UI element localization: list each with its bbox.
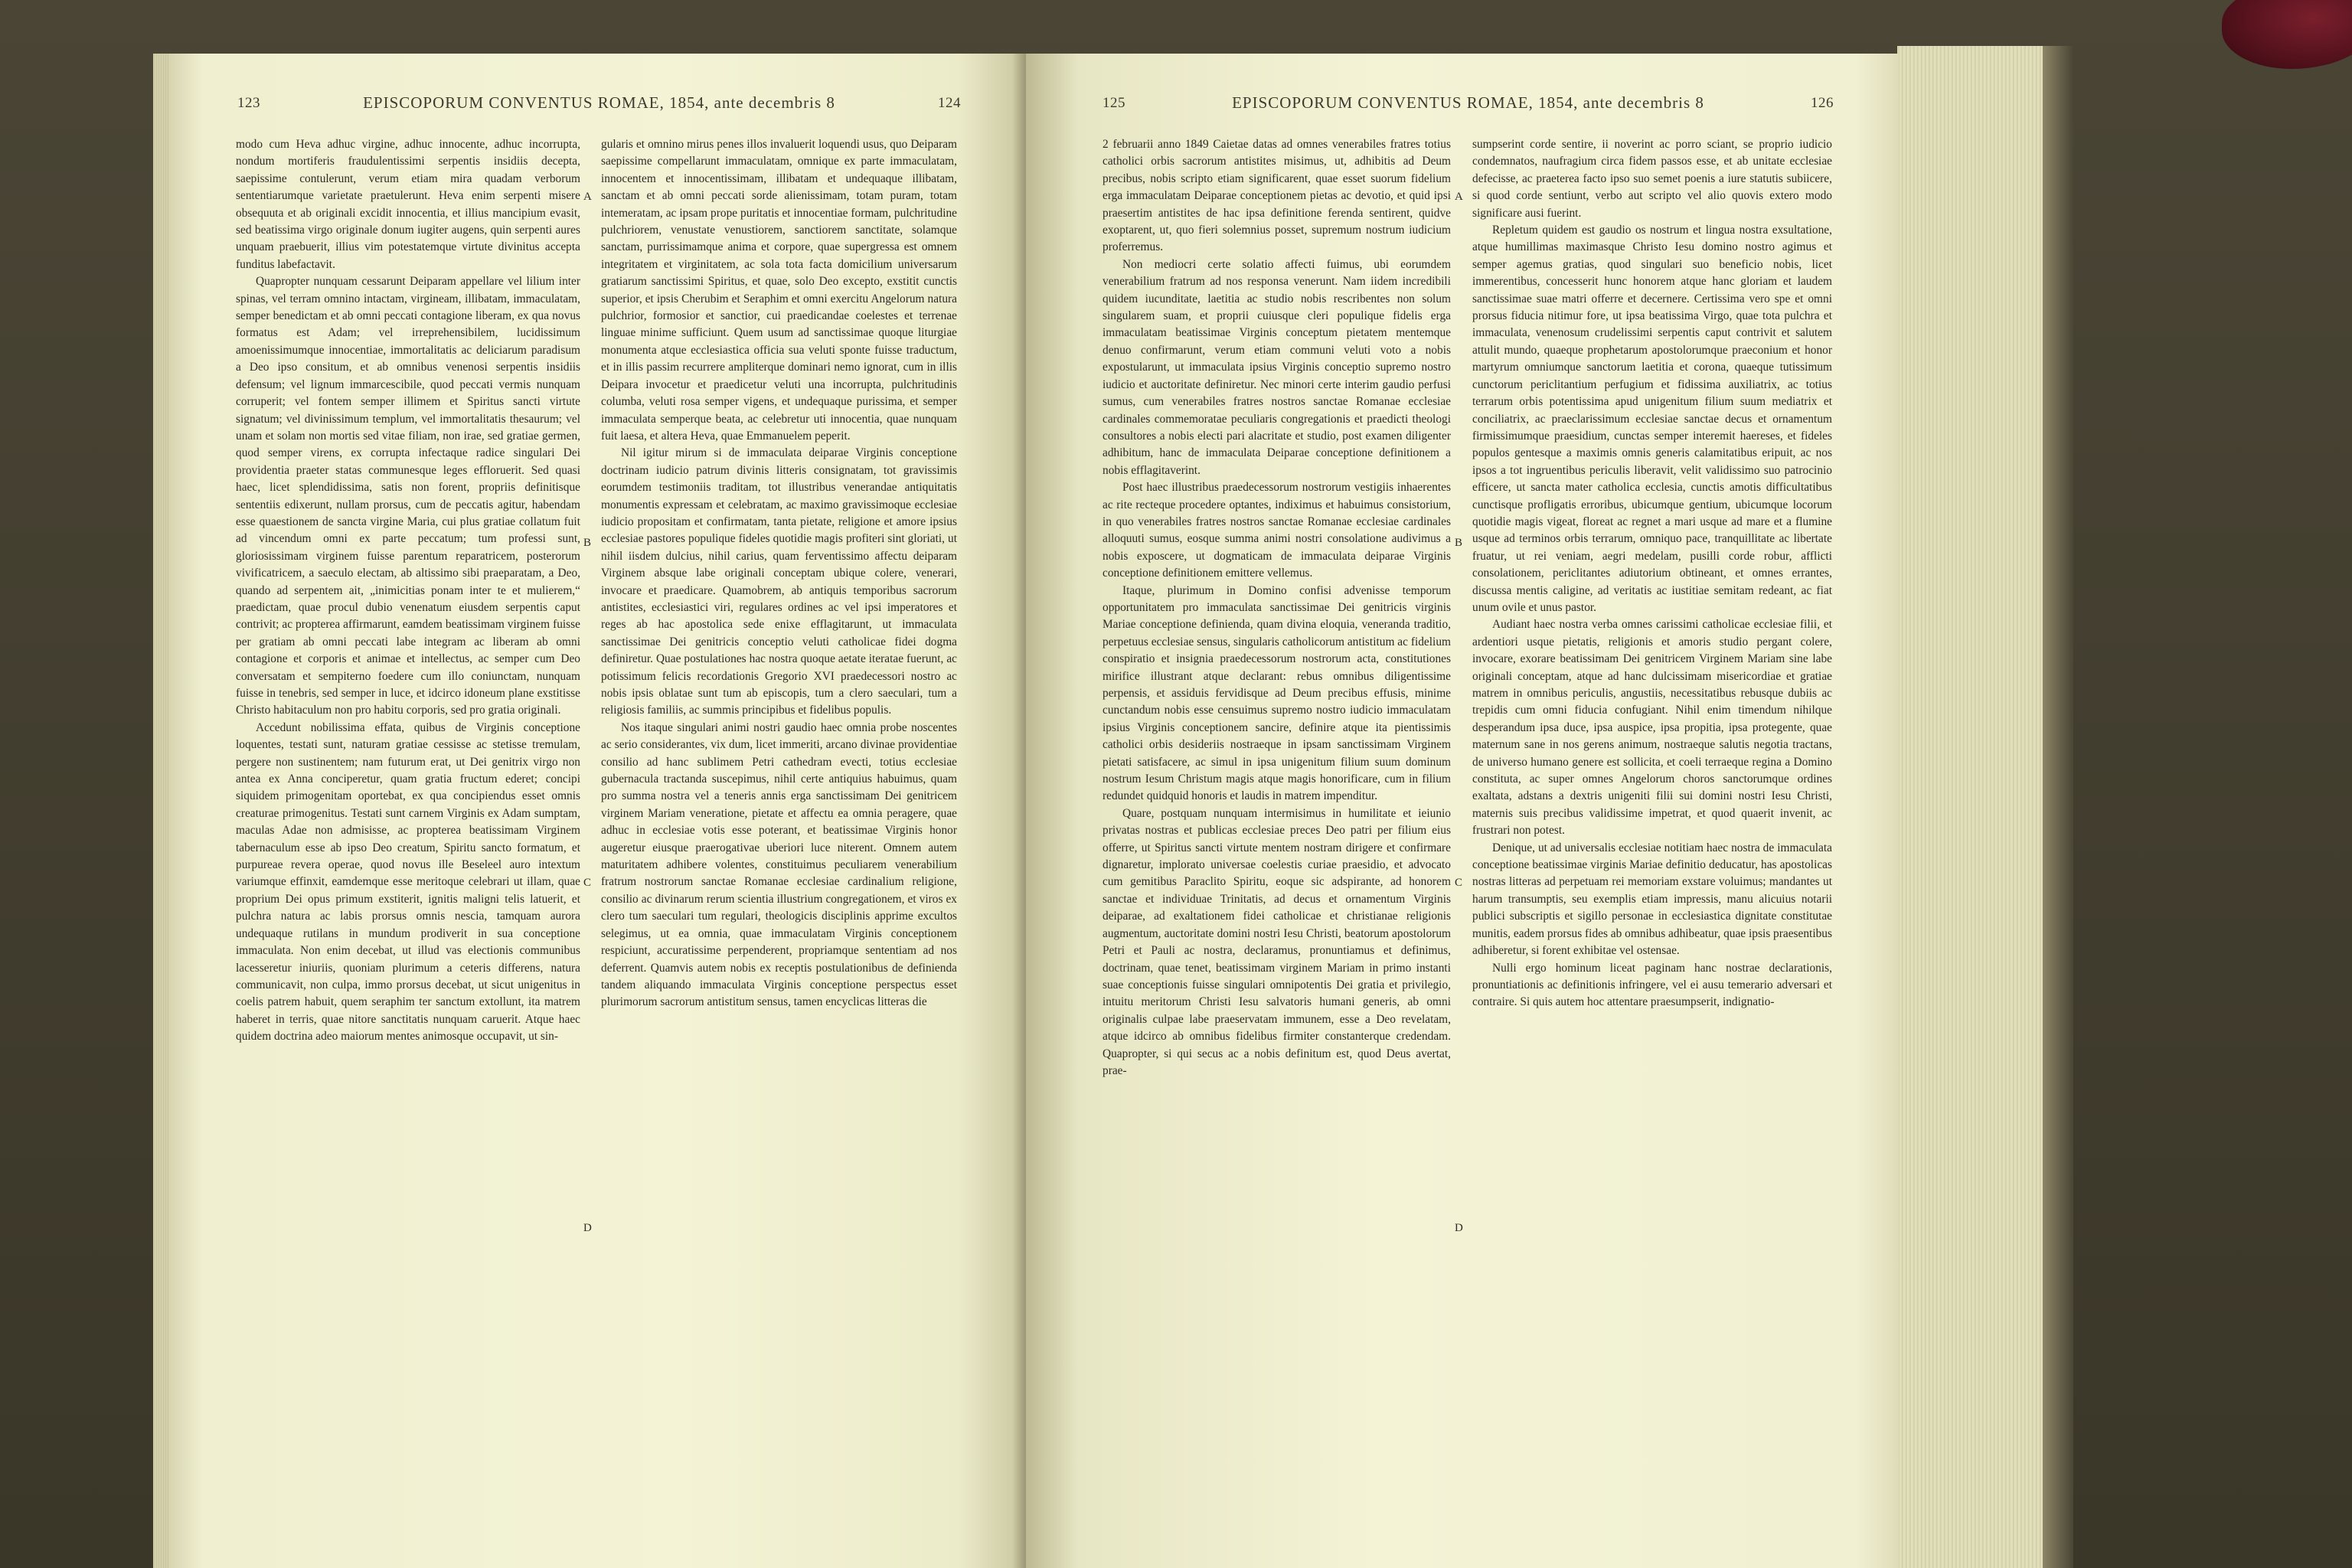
paragraph: 2 februarii anno 1849 Caietae datas ad omnes venerabiles fratres totius catholici orbis sacrorum antistites misimus, ut, adhibitis ad Deum precibus, nobis scripto etiam significarent, quae esset suorum fidelium erga immaculatam Deiparae conceptionem pietas ac devotio, et quid ipsi praesertim antistites de hac ipsa definitione ferenda sentirent, quidve exoptarent, ut, quo fieri solemnius posset, supremum nostrum iudicium proferremus. [1102,138,1451,254]
left-column-b [601,136,957,1560]
marker-d: D [1455,1222,1463,1234]
left-running-head [237,90,961,121]
marker-a: A [1455,191,1463,203]
marker-c: C [583,877,592,889]
paragraph: Itaque, plurimum in Domino confisi advenisse temporum opportunitatem pro immaculata sanctissimae Dei genitricis virginis Mariae conceptione definienda, quam divina eloquia, veneranda traditio, perpetuus ecclesiae sensus, singularis catholicorum antistitum ac fidelium conspiratio et insignia praedecessorum nostrorum acta, constitutiones mirifice illustrant atque declarant: rebus omnibus diligentissime perpensis, et assiduis fervidisque ad Deum precibus effusis, minime cunctandum nobis esse censuimus supremo nostro iudicio immaculatam ipsius Virginis conceptionem sancire, definire atque ita pientissimis catholici orbis desideriis nostraeque in ipsam sanctissimam Virginem pietati satisfacere, ac simul in ipsa unigenitum filium suum dominum nostrum Iesum Christum magis atque magis honorificare, cum in filium redundet quidquid honoris et laudis in matrem impenditur. [1102,583,1451,803]
paragraph: Quapropter nunquam cessarunt Deiparam appellare vel lilium inter spinas, vel terram omnino intactam, virgineam, illibatam, immaculatam, semper benedictam et ab omni peccati contagione liberam, ex qua novus formatus est Adam; vel irreprehensibilem, lucidissimum amoenissimumque innocentiae, immortalitatis ac deliciarum paradisum a Deo ipso consitum, et ab omnibus venenosi serpentis insidiis defensum; vel lignum immarcescibile, quod peccati vermis nunquam corruperit; vel fontem semper illimem et Spiritus sancti virtute signatum; vel divinissimum templum, vel immortalitatis thesaurum; vel unam et solam non mortis sed vitae filiam, non irae, sed gratiae germen, quod semper virens, ex corrupta infectaque radice singulari Dei providentia praeter statas communesque leges effloruerit. Sed quasi haec, licet splendidissima, satis non forent, propriis definitisque sententiis edixerunt, nullam prorsus, cum de peccatis agitur, habendam esse quaestionem de sancta virgine Maria, cui plus gratiae collatum fuit ad vincendum omni ex parte peccatum; tum professi sunt, gloriosissimam virginem fuisse parentum reparatricem, posterorum vivificatricem, a saeculo electam, ab altissimo sibi praeparatam, a Deo, quando ad serpentem ait, „inimicitias ponam inter te et mulierem,“ praedictam, quae procul dubio venenatum eiusdem serpentis caput contrivit; ac propterea affirmarunt, eamdem beatissimam virginem fuisse per gratiam ab omni peccati labe integram ac liberam ab omni contagione et corporis et animae et intellectus, ac semper cum Deo conversatam et sempiterno foedere cum illo coniunctam, nunquam fuisse in tenebris, sed semper in luce, et idcirco idoneum plane exstitisse Christo habitaculum non pro habitu corporis, sed pro gratia originali. [236,275,580,717]
paragraph: Post haec illustribus praedecessorum nostrorum vestigiis inhaerentes ac rite recteque procedere optantes, indiximus et habuimus consistorium, in quo venerabiles fratres nostros sanctae Romanae ecclesiae cardinales alloquuti sumus, eosque summa animi nostri consolatione audivimus a nobis exposcere, ut dogmaticam de immaculata deiparae Virginis conceptione definitionem emittere vellemus. [1102,481,1451,580]
paragraph: Non mediocri certe solatio affecti fuimus, ubi eorumdem venerabilium fratrum ad nos responsa venerunt. Nam iidem incredibili quidem iucunditate, laetitia ac studio nobis rescribentes non solum singularem suam, et proprii cuiusque cleri populique fidelis erga immaculatam beatissimae Virginis conceptum pietatem mentemque denuo confirmarunt, verum etiam communi veluti voto a nobis expostularunt, ut immaculata ipsius Virginis conceptio supremo nostro iudicio et auctoritate definiretur. Nec minori certe interim gaudio perfusi sumus, cum venerabiles fratres nostros sanctae Romanae ecclesiae cardinales commemoratae peculiaris congregationis et praedicti theologi consultores a nobis electi pari alacritate et studio, post examen diligenter adhibitum, hanc de immaculata Deiparae conceptione definitionem a nobis efflagitaverint. [1102,257,1451,477]
right-section-markers [1455,136,1470,1560]
right-running-head [1102,90,1834,121]
paragraph: Repletum quidem est gaudio os nostrum et lingua nostra exsultatione, atque humillimas maximasque Christo Iesu domino nostro agimus et semper agemus gratias, quod singulari suo beneficio nobis, licet immerentibus, concesserit hunc honorem atque hanc gloriam et laudem sanctissimae suae matri offerre et decernere. Certissima vero spe et omni prorsus fiducia nitimur fore, ut ipsa beatissima Virgo, quae tota pulchra et immaculata, venenosum crudelissimi serpentis caput contrivit et salutem attulit mundo, quaeque prophetarum apostolorumque praeconium et honor martyrum omniumque sanctorum laetitia et corona, quaeque tutissimum cunctorum periclitantium perfugium et fidissima auxiliatrix, ac totius terrarum orbis potentissima apud unigenitum filium suum mediatrix et conciliatrix, ac praeclarissimum ecclesiae sanctae decus et ornamentum firmissimumque praesidium, cunctas semper interemit haereses, et fideles populos gentesque a maximis omnis generis calamitatibus eripuit, ac nos ipsos a tot ingruentibus periculis liberavit, velit validissimo suo patrocinio efficere, ut sancta mater catholica ecclesia, cunctis amotis difficultatibus cunctisque profligatis erroribus, ubicumque gentium, ubicumque locorum quotidie magis vigeat, floreat ac regnet a mari usque ad mare et a flumine usque ad terminos orbis terrarum, omniquo pace, tranquillitate ac libertate fruatur, ut rei veniam, aegri medelam, pusilli corde robur, afflicti consolationem, periclitantes adiutorium obtineant, et omnes errantes, discussa mentis caligine, ad veritatis ac iustitiae semitam redeant, ac fiat unum ovile et unus pastor. [1472,224,1832,614]
right-page-number-a: 125 [1102,95,1125,111]
left-running-title: EPISCOPORUM CONVENTUS ROMAE, 1854, ante decembris 8 [363,93,835,112]
paragraph: Quare, postquam nunquam intermisimus in humilitate et ieiunio privatas nostras et publicas ecclesiae preces Deo patri per filium eius offerre, ut Spiritus sancti virtute mentem nostram dirigere et confirmare dignaretur, implorato universae coelestis curiae praesidio, et advocato cum gemitibus Paraclito Spiritu, eoque sic adspirante, ad honorem sanctae et individuae Trinitatis, ad decus et ornamentum Virginis deiparae, ad exaltationem fidei catholicae et christianae religionis augmentum, auctoritate domini nostri Iesu Christi, beatorum apostolorum Petri et Pauli ac nostra, declaramus, pronuntiamus et definimus, doctrinam, quae tenet, beatissimam virginem Mariam in primo instanti suae conceptionis fuisse singulari omnipotentis Dei gratia et privilegio, intuitu meritorum Christi Iesu salvatoris humani generis, ab omni originalis culpae labe praeservatam immunem, esse a Deo revelatam, atque idcirco ab omnibus fidelibus firmiter constanterque credendam. Quapropter, si qui secus ac a nobis definitum est, quod Deus avertat, prae- [1102,806,1451,1077]
left-page [168,54,1026,1568]
paragraph: Nil igitur mirum si de immaculata deiparae Virginis conceptione doctrinam iudicio patrum divinis litteris consignatam, tot gravissimis eorumdem testimoniis traditam, tot illustribus venerandae antiquitatis monumentis expressam et celebratam, ac maximo gravissimoque ecclesiae iudicio propositam et confirmatam, tanta pietate, religione et amore ipsius ecclesiae pastores populique fideles quotidie magis profiteri sint gloriati, ut nihil iisdem dulcius, nihil carius, quam ferventissimo affectu deiparam Virginem absque labe originali conceptam ubique colere, venerari, invocare et praedicare. Quamobrem, ab antiquis temporibus sacrorum antistites, ecclesiastici viri, regulares ordines ac vel ipsi imperatores et reges ab hac apostolica sede enixe efflagitarunt, ut immaculata sanctissimae Dei genitricis conceptio veluti catholicae fidei dogma definiretur. Quae postulationes hac nostra quoque aetate iteratae fuerunt, ac potissimum felicis recordationis Gregorio XVI praedecessori nostro ac nobis ipsis oblatae sunt tum ab episcopis, tum a clero saeculari, tum a religiosis familiis, ac summis principibus et fidelibus populis. [601,446,957,717]
paragraph: sumpserint corde sentire, ii noverint ac porro sciant, se proprio iudicio condemnatos, naufragium circa fidem passos esse, et ab unitate ecclesiae defecisse, ac praeterea facto ipso suo semet poenis a iure statutis subiicere, si quod corde sentiunt, verbo aut scripto vel alio quovis extero modo significare ausi fuerint. [1472,138,1832,220]
paragraph: Audiant haec nostra verba omnes carissimi catholicae ecclesiae filii, et ardentiori usque pietatis, religionis et amoris studio pergant colere, invocare, exorare beatissimam Dei genitricem Virginem Mariam sine labe originali conceptam, atque ad hanc dulcissimam misericordiae et gratiae matrem in omnibus periculis, angustiis, necessitatibus rebusque dubiis ac trepidis cum omni fiducia confugiant. Nihil enim timendum nihilque desperandum ipsa duce, ipsa auspice, ipsa propitia, ipsa protegente, quae maternum sane in nos gerens animum, nostraeque salutis negotia tractans, de universo humano genere est sollicita, et coeli terraeque regina a Domino constituta, ac super omnes Angelorum choros sanctorumque ordines exaltata, adstans a dextris unigeniti filii sui domini nostri Iesu Christi, maternis suis precibus validissime impetrat, et quod quaerit invenit, ac frustrari non potest. [1472,618,1832,838]
left-column-a [236,136,580,1560]
paragraph: Nos itaque singulari animi nostri gaudio haec omnia probe noscentes ac serio considerantes, vix dum, licet immeriti, arcano divinae providentiae consilio ad hanc sublimem Petri cathedram evecti, totius ecclesiae gubernacula tractanda suscepimus, nihil certe antiquius habuimus, quam pro summa nostra vel a teneris annis erga sanctissimam Dei genitricem virginem Mariam veneratione, pietate et affectu ea omnia peragere, quae adhuc in ecclesiae votis esse poterant, et beatissimae Virginis honor augeretur eiusque praerogativae uberiori luce niterent. Omnem autem maturitatem adhibere volentes, constituimus peculiarem venerabilium fratrum nostrorum sanctae Romanae ecclesiae cardinalium religione, consilio ac divinarum rerum scientia illustrium congregationem, et viros ex clero tum saeculari tum regulari, theologicis disciplinis apprime excultos selegimus, ut ea omnia, quae immaculatam Virginis conceptionem respiciunt, accuratissime perpenderent, propriamque sententiam ad nos deferrent. Quamvis autem nobis ex receptis postulationibus de definienda tandem aliquando immaculata Virginis conceptione perspectus esset plurimorum sacrorum antistitum sensus, tamen encyclicas litteras die [601,720,957,1009]
marker-b: B [1455,537,1463,549]
paragraph: gularis et omnino mirus penes illos invaluerit loquendi usus, quo Deiparam saepissime compellarunt immaculatam, omnique ex parte immaculatam, innocentem et innocentissimam, illibatam et undequaque illibatam, sanctam et ab omni peccati sorde alienissimam, totam puram, totam intemeratam, ac ipsam prope puritatis et innocentiae formam, pulchritudine pulchriorem, venustate venustiorem, sanctiorem sanctitate, solamque sanctam, purrissimamque anima et corpore, quae supergressa est omnem integritatem et virginitatem, ac sola tota facta domicilium universarum gratiarum sanctissimi Spiritus, et quae, solo Deo excepto, exstitit cunctis superior, et ipsis Cherubim et Seraphim et omni exercitu Angelorum natura pulchrior, formosior et sanctior, cui praedicandae coelestes et terrenae linguae minime sufficiunt. Quem usum ad sanctissimae quoque liturgiae monumenta atque ecclesiastica officia sua veluti sponte fuisse traductum, et in illis passim recurrere ampliterque dominari nemo ignorat, cum in illis Deipara invocetur et praedicetur veluti una incorrupta, pulchritudinis columba, veluti rosa semper vigens, et undequaque purissima, et semper immaculata semperque beata, ac celebretur uti innocentia, quae nunquam fuit laesa, et altera Heva, quae Emmanuelem peperit. [601,138,957,443]
right-running-title: EPISCOPORUM CONVENTUS ROMAE, 1854, ante decembris 8 [1232,93,1704,112]
book-edge-shadow [2043,46,2073,1568]
right-page [1026,54,1899,1568]
paragraph: Nulli ergo hominum liceat paginam hanc nostrae declarationis, pronuntiationis ac definitionis infringere, vel ei ausu temerario adversari et contraire. Si quis autem hoc attentare praesumpserit, indignatio- [1472,961,1832,1009]
marker-c: C [1455,877,1463,889]
marker-d: D [583,1222,592,1234]
right-column-a [1102,136,1451,1560]
right-page-edges [1897,46,2043,1568]
left-page-number-b: 124 [938,95,961,111]
marker-a: A [583,191,592,203]
right-column-b [1472,136,1832,1560]
left-page-number-a: 123 [237,95,260,111]
paragraph: Accedunt nobilissima effata, quibus de Virginis conceptione loquentes, testati sunt, naturam gratiae cessisse ac stetisse tremulam, pergere non sustinentem; nam futurum erat, ut Dei genitrix virgo non antea ex Anna conciperetur, quam gratia fructum ederet; concipi siquidem primogenitam oportebat, ex qua concipiendus esset omnis creaturae primogenitus. Testati sunt carnem Virginis ex Adam sumptam, maculas Adae non admisisse, ac propterea beatissimam Virginem tabernaculum esse ab ipso Deo creatum, Spiritu sancto formatum, et purpureae revera operae, quod novus ille Beseleel auro intextum variumque effinxit, eamdemque esse meritoque celebrari ut illam, quae proprium Dei opus primum exstiterit, ignitis maligni telis latuerit, et pulchra natura ac labis prorsus omnis nescia, tamquam aurora undequaque rutilans in mundum prodiverit in sua conceptione immaculata. Non enim decebat, ut illud vas electionis communibus lacesseretur iniuriis, quoniam plurimum a ceteris differens, natura communicavit, non culpa, immo prorsus decebat, ut sicut unigenitus in coelis patrem habuit, quem seraphim ter sanctum extollunt, ita matrem haberet in terris, quae nitore sanctitatis nunquam caruerit. Atque haec quidem doctrina adeo maiorum mentes animosque occupavit, ut sin- [236,720,580,1044]
paragraph: Denique, ut ad universalis ecclesiae notitiam haec nostra de immaculata conceptione beatissimae virginis Mariae definitio deducatur, has apostolicas nostras litteras ad perpetuam rei memoriam exstare voluimus; mandantes ut harum transumptis, seu exemplis etiam impressis, manu alicuius notarii publici subscriptis et sigillo personae in ecclesiastica dignitate constitutae munitis, eadem prorsus fides ab omnibus adhibeatur, quae ipsis praesentibus adhiberetur, si forent exhibitae vel ostensae. [1472,841,1832,958]
marker-b: B [583,537,592,549]
right-page-number-b: 126 [1811,95,1834,111]
paragraph: modo cum Heva adhuc virgine, adhuc innocente, adhuc incorrupta, nondum mortiferis fraudulentissimi serpentis insidiis decepta, saepissime contulerunt, verum etiam mira quadam verborum sententiarumque varietate praetulerunt. Heva enim serpenti misere obsequuta et ab originali excidit innocentia, et illius mancipium evasit, sed beatissima virgo originale donum iugiter augens, quin serpenti aures unquam praebuerit, illius vim potestatemque virtute divinitus accepta funditus labefactavit. [236,138,580,271]
left-section-markers [583,136,599,1560]
